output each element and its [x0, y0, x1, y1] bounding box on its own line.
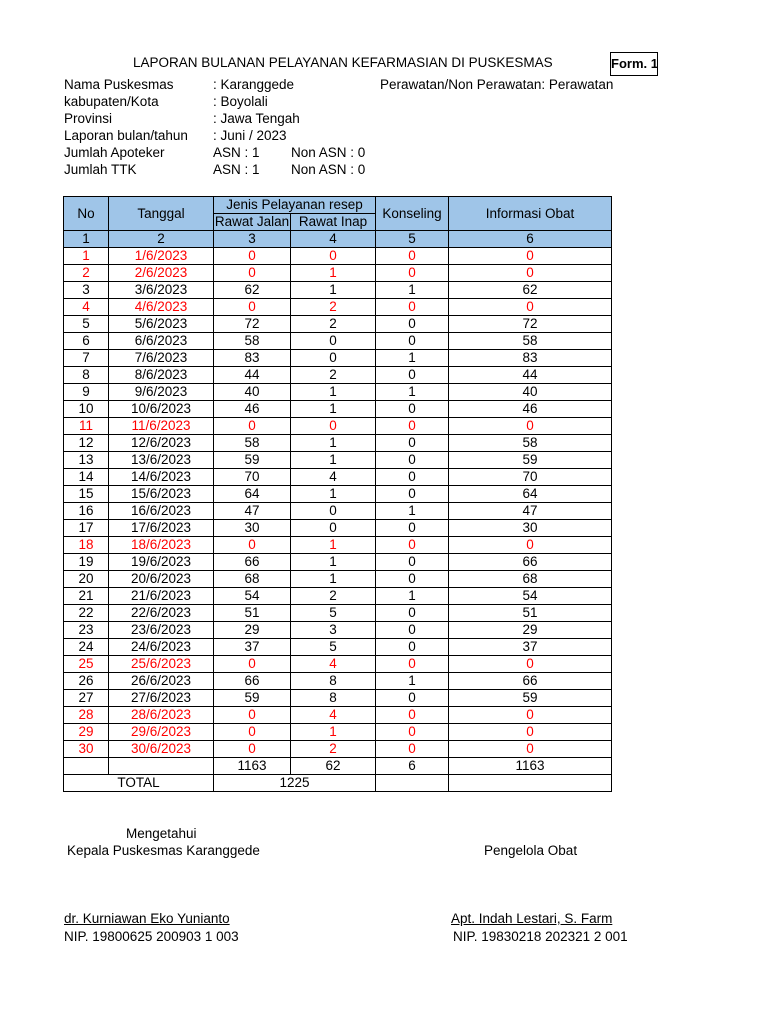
col-number: 3: [214, 231, 291, 248]
cell-konseling: 0: [376, 554, 449, 571]
cell-konseling: 0: [376, 248, 449, 265]
cell-no: 8: [64, 367, 109, 384]
cell-informasi-obat: 0: [449, 707, 612, 724]
cell-rawat-inap: 1: [291, 435, 376, 452]
cell-informasi-obat: 0: [449, 265, 612, 282]
cell-rawat-inap: 2: [291, 299, 376, 316]
table-row: [64, 333, 612, 350]
table-row: [64, 656, 612, 673]
cell-informasi-obat: 0: [449, 656, 612, 673]
cell-no: 5: [64, 316, 109, 333]
cell-rawat-inap: 1: [291, 282, 376, 299]
table-row: [64, 639, 612, 656]
table-row: [64, 418, 612, 435]
cell-konseling: 1: [376, 282, 449, 299]
table-row: [64, 282, 612, 299]
cell-informasi-obat: 0: [449, 741, 612, 758]
header-jenis-pelayanan: Jenis Pelayanan resep: [214, 197, 376, 214]
cell-tanggal: 13/6/2023: [109, 452, 214, 469]
cell-rawat-jalan: 70: [214, 469, 291, 486]
cell-informasi-obat: 29: [449, 622, 612, 639]
cell-rawat-inap: 5: [291, 605, 376, 622]
table-row: [64, 707, 612, 724]
cell-konseling: 0: [376, 724, 449, 741]
cell-konseling: 0: [376, 605, 449, 622]
cell-konseling: 0: [376, 486, 449, 503]
mengetahui-label: Mengetahui: [126, 826, 197, 841]
table-row: [64, 520, 612, 537]
cell-no: 18: [64, 537, 109, 554]
cell-rawat-inap: 1: [291, 571, 376, 588]
cell-konseling: 1: [376, 503, 449, 520]
cell-konseling: 0: [376, 741, 449, 758]
cell-informasi-obat: 66: [449, 554, 612, 571]
cell-rawat-jalan: 59: [214, 690, 291, 707]
cell-informasi-obat: 58: [449, 435, 612, 452]
cell-rawat-jalan: 0: [214, 707, 291, 724]
cell-rawat-inap: 1: [291, 486, 376, 503]
cell-tanggal: 16/6/2023: [109, 503, 214, 520]
cell-konseling: 1: [376, 384, 449, 401]
cell-no: 9: [64, 384, 109, 401]
cell-no: 11: [64, 418, 109, 435]
cell-no: 3: [64, 282, 109, 299]
table-row: [64, 248, 612, 265]
apoteker-label: Jumlah Apoteker: [64, 145, 165, 160]
cell-konseling: 0: [376, 520, 449, 537]
puskesmas-value: : Karanggede: [213, 77, 295, 92]
cell-no: 13: [64, 452, 109, 469]
cell-konseling: 0: [376, 265, 449, 282]
cell-informasi-obat: 54: [449, 588, 612, 605]
cell-informasi-obat: 59: [449, 452, 612, 469]
kepala-title: Kepala Puskesmas Karanggede: [67, 843, 260, 858]
cell-no: 22: [64, 605, 109, 622]
header-rawat-jalan: Rawat Jalan: [214, 214, 290, 229]
cell-informasi-obat: 44: [449, 367, 612, 384]
subtotal-row: [64, 758, 612, 775]
cell-rawat-jalan: 37: [214, 639, 291, 656]
cell-rawat-jalan: 72: [214, 316, 291, 333]
cell-rawat-inap: 4: [291, 656, 376, 673]
cell-rawat-inap: 0: [291, 350, 376, 367]
cell-tanggal: 25/6/2023: [109, 656, 214, 673]
cell-konseling: 0: [376, 622, 449, 639]
cell-rawat-inap: 8: [291, 673, 376, 690]
cell-no: 25: [64, 656, 109, 673]
report-info: [64, 76, 624, 178]
cell-tanggal: 14/6/2023: [109, 469, 214, 486]
kepala-nip: NIP. 19800625 200903 1 003: [64, 929, 239, 944]
cell-rawat-jalan: 0: [214, 248, 291, 265]
subtotal-informasi-obat: 1163: [449, 758, 612, 775]
cell-rawat-inap: 0: [291, 248, 376, 265]
table-row: [64, 622, 612, 639]
cell-informasi-obat: 0: [449, 299, 612, 316]
table-row: [64, 741, 612, 758]
cell-informasi-obat: 66: [449, 673, 612, 690]
cell-tanggal: 10/6/2023: [109, 401, 214, 418]
cell-rawat-inap: 1: [291, 401, 376, 418]
cell-rawat-jalan: 0: [214, 418, 291, 435]
table-row: [64, 435, 612, 452]
col-number: 2: [109, 231, 214, 248]
cell-tanggal: 6/6/2023: [109, 333, 214, 350]
cell-rawat-inap: 0: [291, 503, 376, 520]
cell-rawat-inap: 4: [291, 469, 376, 486]
cell-informasi-obat: 83: [449, 350, 612, 367]
cell-rawat-inap: 0: [291, 520, 376, 537]
cell-rawat-inap: 1: [291, 384, 376, 401]
cell-rawat-inap: 2: [291, 316, 376, 333]
table-row: [64, 469, 612, 486]
subtotal-rawat-inap: 62: [291, 758, 376, 775]
provinsi-value: : Jawa Tengah: [213, 111, 300, 126]
cell-konseling: 1: [376, 673, 449, 690]
cell-informasi-obat: 46: [449, 401, 612, 418]
cell-no: 28: [64, 707, 109, 724]
cell-tanggal: 11/6/2023: [109, 418, 214, 435]
cell-tanggal: 8/6/2023: [109, 367, 214, 384]
cell-tanggal: 12/6/2023: [109, 435, 214, 452]
cell-no: 12: [64, 435, 109, 452]
cell-informasi-obat: 40: [449, 384, 612, 401]
subtotal-empty: [109, 758, 214, 775]
table-row: [64, 452, 612, 469]
header-konseling: Konseling: [376, 197, 449, 231]
perawatan-status: Perawatan/Non Perawatan: Perawatan: [380, 77, 614, 92]
cell-rawat-jalan: 66: [214, 673, 291, 690]
cell-konseling: 0: [376, 690, 449, 707]
cell-rawat-inap: 0: [291, 333, 376, 350]
col-number: 4: [291, 231, 376, 248]
cell-rawat-inap: 2: [291, 741, 376, 758]
cell-tanggal: 3/6/2023: [109, 282, 214, 299]
cell-rawat-jalan: 0: [214, 656, 291, 673]
cell-konseling: 0: [376, 571, 449, 588]
cell-informasi-obat: 0: [449, 724, 612, 741]
cell-no: 1: [64, 248, 109, 265]
cell-konseling: 0: [376, 639, 449, 656]
table-body: [64, 248, 612, 758]
cell-rawat-jalan: 59: [214, 452, 291, 469]
header-no: No: [64, 197, 109, 231]
cell-rawat-inap: 2: [291, 367, 376, 384]
cell-rawat-jalan: 66: [214, 554, 291, 571]
provinsi-label: Provinsi: [64, 111, 113, 126]
cell-tanggal: 17/6/2023: [109, 520, 214, 537]
cell-tanggal: 18/6/2023: [109, 537, 214, 554]
cell-rawat-inap: 1: [291, 452, 376, 469]
table-row: [64, 588, 612, 605]
cell-tanggal: 19/6/2023: [109, 554, 214, 571]
cell-tanggal: 9/6/2023: [109, 384, 214, 401]
cell-no: 15: [64, 486, 109, 503]
cell-konseling: 0: [376, 452, 449, 469]
table-row: [64, 299, 612, 316]
cell-rawat-jalan: 62: [214, 282, 291, 299]
subtotal-rawat-jalan: 1163: [214, 758, 291, 775]
col-number: 5: [376, 231, 449, 248]
header-rawat-inap: Rawat Inap: [291, 214, 376, 231]
cell-rawat-inap: 5: [291, 639, 376, 656]
cell-konseling: 1: [376, 350, 449, 367]
cell-rawat-jalan: 0: [214, 537, 291, 554]
cell-informasi-obat: 47: [449, 503, 612, 520]
cell-konseling: 0: [376, 367, 449, 384]
cell-no: 30: [64, 741, 109, 758]
cell-informasi-obat: 68: [449, 571, 612, 588]
table-row: [64, 673, 612, 690]
cell-konseling: 0: [376, 435, 449, 452]
cell-no: 19: [64, 554, 109, 571]
cell-rawat-jalan: 0: [214, 265, 291, 282]
cell-no: 6: [64, 333, 109, 350]
cell-rawat-jalan: 40: [214, 384, 291, 401]
cell-konseling: 0: [376, 418, 449, 435]
kepala-name: dr. Kurniawan Eko Yunianto: [64, 911, 230, 926]
kabupaten-value: : Boyolali: [213, 94, 268, 109]
cell-rawat-jalan: 58: [214, 435, 291, 452]
header-informasi-obat: Informasi Obat: [449, 197, 612, 231]
total-row: [64, 775, 612, 792]
cell-no: 7: [64, 350, 109, 367]
cell-tanggal: 2/6/2023: [109, 265, 214, 282]
cell-konseling: 0: [376, 316, 449, 333]
cell-konseling: 0: [376, 537, 449, 554]
total-label: TOTAL: [64, 775, 214, 792]
cell-rawat-jalan: 47: [214, 503, 291, 520]
cell-tanggal: 4/6/2023: [109, 299, 214, 316]
table-row: [64, 690, 612, 707]
cell-tanggal: 22/6/2023: [109, 605, 214, 622]
table-row: [64, 554, 612, 571]
subtotal-konseling: 6: [376, 758, 449, 775]
form-label: Form. 1: [610, 52, 658, 76]
table-row: [64, 265, 612, 282]
cell-informasi-obat: 62: [449, 282, 612, 299]
cell-tanggal: 26/6/2023: [109, 673, 214, 690]
ttk-asn: ASN : 1: [213, 162, 260, 177]
cell-tanggal: 24/6/2023: [109, 639, 214, 656]
cell-no: 17: [64, 520, 109, 537]
cell-informasi-obat: 58: [449, 333, 612, 350]
cell-tanggal: 30/6/2023: [109, 741, 214, 758]
cell-informasi-obat: 0: [449, 248, 612, 265]
cell-no: 16: [64, 503, 109, 520]
cell-tanggal: 20/6/2023: [109, 571, 214, 588]
pharmacy-service-table: [63, 196, 612, 792]
kabupaten-label: kabupaten/Kota: [64, 94, 159, 109]
report-title: LAPORAN BULANAN PELAYANAN KEFARMASIAN DI PUSKESMAS: [133, 55, 553, 70]
cell-no: 27: [64, 690, 109, 707]
cell-tanggal: 28/6/2023: [109, 707, 214, 724]
cell-rawat-inap: 0: [291, 418, 376, 435]
col-number: 1: [64, 231, 109, 248]
cell-konseling: 0: [376, 707, 449, 724]
cell-informasi-obat: 0: [449, 418, 612, 435]
cell-tanggal: 5/6/2023: [109, 316, 214, 333]
pengelola-nip: NIP. 19830218 202321 2 001: [453, 929, 628, 944]
table-row: [64, 350, 612, 367]
cell-konseling: 0: [376, 299, 449, 316]
cell-konseling: 1: [376, 588, 449, 605]
cell-rawat-jalan: 44: [214, 367, 291, 384]
cell-tanggal: 7/6/2023: [109, 350, 214, 367]
table-row: [64, 605, 612, 622]
cell-rawat-jalan: 68: [214, 571, 291, 588]
cell-rawat-jalan: 51: [214, 605, 291, 622]
total-empty: [376, 775, 449, 792]
table-row: [64, 486, 612, 503]
cell-informasi-obat: 70: [449, 469, 612, 486]
cell-informasi-obat: 37: [449, 639, 612, 656]
puskesmas-label: Nama Puskesmas: [64, 77, 174, 92]
cell-tanggal: 29/6/2023: [109, 724, 214, 741]
cell-rawat-jalan: 0: [214, 741, 291, 758]
cell-tanggal: 21/6/2023: [109, 588, 214, 605]
cell-konseling: 0: [376, 401, 449, 418]
table-row: [64, 316, 612, 333]
cell-no: 24: [64, 639, 109, 656]
pengelola-title: Pengelola Obat: [484, 843, 578, 858]
table-row: [64, 401, 612, 418]
cell-rawat-inap: 1: [291, 724, 376, 741]
cell-no: 23: [64, 622, 109, 639]
cell-no: 26: [64, 673, 109, 690]
cell-konseling: 0: [376, 333, 449, 350]
cell-rawat-inap: 8: [291, 690, 376, 707]
cell-informasi-obat: 72: [449, 316, 612, 333]
cell-tanggal: 15/6/2023: [109, 486, 214, 503]
cell-no: 2: [64, 265, 109, 282]
cell-no: 4: [64, 299, 109, 316]
total-empty: [449, 775, 612, 792]
apoteker-asn: ASN : 1: [213, 145, 260, 160]
cell-rawat-jalan: 83: [214, 350, 291, 367]
header-tanggal: Tanggal: [109, 197, 214, 231]
cell-tanggal: 27/6/2023: [109, 690, 214, 707]
table-row: [64, 367, 612, 384]
cell-rawat-jalan: 58: [214, 333, 291, 350]
cell-rawat-inap: 2: [291, 588, 376, 605]
apoteker-non-asn: Non ASN : 0: [291, 145, 366, 160]
cell-informasi-obat: 51: [449, 605, 612, 622]
bulan-label: Laporan bulan/tahun: [64, 128, 188, 143]
total-value: 1225: [214, 775, 376, 792]
table-row: [64, 724, 612, 741]
cell-tanggal: 23/6/2023: [109, 622, 214, 639]
cell-informasi-obat: 0: [449, 537, 612, 554]
cell-rawat-inap: 1: [291, 554, 376, 571]
cell-no: 14: [64, 469, 109, 486]
table-row: [64, 537, 612, 554]
pengelola-name: Apt. Indah Lestari, S. Farm: [451, 911, 613, 926]
cell-no: 21: [64, 588, 109, 605]
cell-rawat-jalan: 29: [214, 622, 291, 639]
cell-informasi-obat: 59: [449, 690, 612, 707]
table-row: [64, 503, 612, 520]
cell-rawat-jalan: 64: [214, 486, 291, 503]
table-row: [64, 571, 612, 588]
col-number: 6: [449, 231, 612, 248]
ttk-non-asn: Non ASN : 0: [291, 162, 366, 177]
subtotal-empty: [64, 758, 109, 775]
cell-no: 20: [64, 571, 109, 588]
cell-rawat-jalan: 46: [214, 401, 291, 418]
cell-rawat-jalan: 0: [214, 299, 291, 316]
cell-konseling: 0: [376, 656, 449, 673]
cell-informasi-obat: 64: [449, 486, 612, 503]
cell-konseling: 0: [376, 469, 449, 486]
bulan-value: : Juni / 2023: [213, 128, 287, 143]
cell-rawat-jalan: 54: [214, 588, 291, 605]
cell-rawat-inap: 4: [291, 707, 376, 724]
ttk-label: Jumlah TTK: [64, 162, 137, 177]
cell-rawat-jalan: 0: [214, 724, 291, 741]
cell-no: 29: [64, 724, 109, 741]
cell-rawat-jalan: 30: [214, 520, 291, 537]
cell-rawat-inap: 1: [291, 265, 376, 282]
cell-informasi-obat: 30: [449, 520, 612, 537]
cell-rawat-inap: 3: [291, 622, 376, 639]
cell-tanggal: 1/6/2023: [109, 248, 214, 265]
table-row: [64, 384, 612, 401]
cell-rawat-inap: 1: [291, 537, 376, 554]
cell-no: 10: [64, 401, 109, 418]
